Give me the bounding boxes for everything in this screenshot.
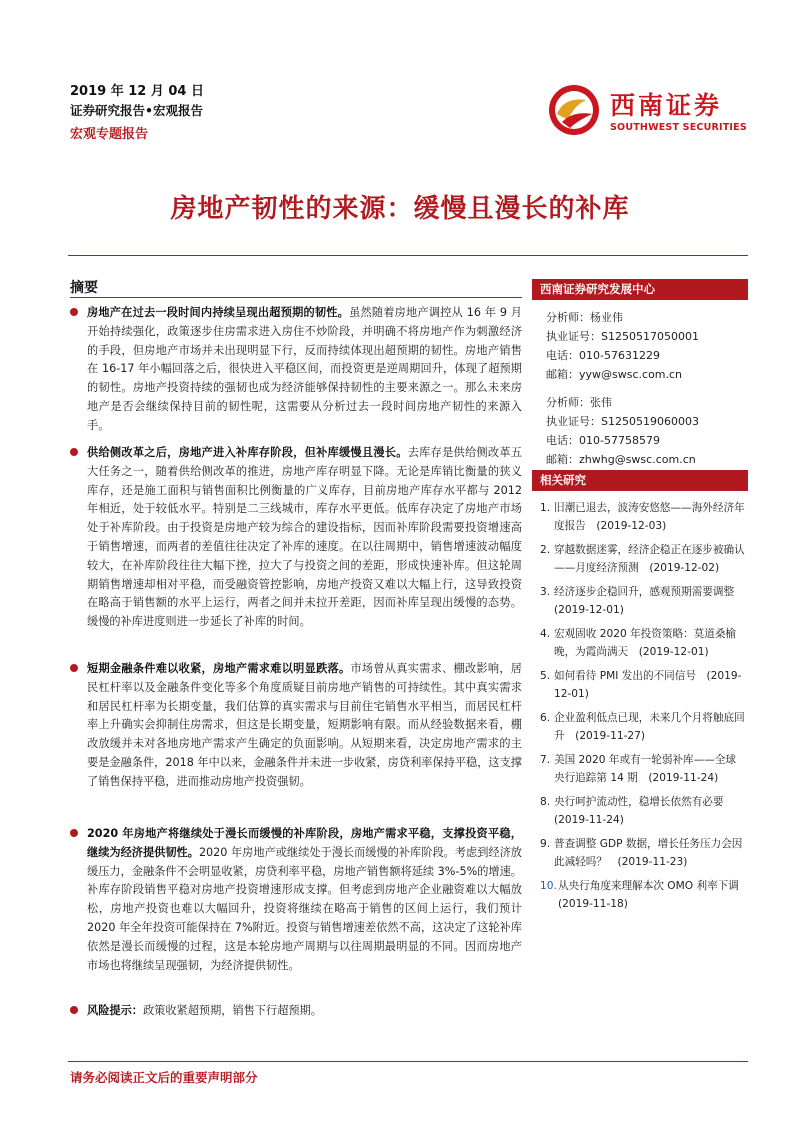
related-item[interactable] xyxy=(540,542,746,577)
paragraph-body: 虽然随着房地产调控从 16 年 9 月开始持续强化，政策逐步住房需求进入房住不炒阶段，并明确不将房地产作为刺激经济的手段，但房地产市场并未出现明显下行，反而持续体现出超预期的韧性。房地产销售在 16-17 年小幅回落之后，很快进入平稳区间，而投资更是逆周期回升，体现了超预期的韧性。房地产投资持续的强韧也成为经济能够保持韧性的主要来源之一。那么未来房地产是否会继续保持目前的韧性呢，这需要从分析过去一段时间房地产韧性的来源入手。 xyxy=(87,306,522,432)
title-divider xyxy=(68,255,748,256)
abstract-paragraph-3 xyxy=(70,660,522,792)
related-item-text: 美国 2020 年或有一轮弱补库——全球央行追踪第 14 期 (2019-11-24) xyxy=(554,754,737,784)
related-item-number: 6. xyxy=(540,712,551,724)
related-item-text: 如何看待 PMI 发出的不同信号 (2019-12-01) xyxy=(554,670,742,700)
related-item-number: 1. xyxy=(540,502,551,514)
analyst-phone: 电话：010-57631229 xyxy=(546,349,660,362)
logo-name-en: SOUTHWEST SECURITIES xyxy=(610,122,747,133)
paragraph-lead: 短期金融条件难以收紧，房地产需求难以明显跌落。 xyxy=(87,662,351,675)
abstract-paragraph-4 xyxy=(70,825,522,975)
abstract-paragraph-2 xyxy=(70,444,522,632)
report-type: 证券研究报告•宏观报告 xyxy=(70,103,203,118)
paragraph-body: 市场曾从真实需求、棚改影响，居民杠杆率以及金融条件变化等多个角度质疑目前房地产销售的可持续性。其中真实需求和居民杠杆率为长期变量，我们估算的真实需求与目前住宅销售水平相当，而居民杠杆率上升确实会抑制住房需求，但这是长期变量，短期影响有限。而从经验数据来看，棚改放缓并未对各地房地产需求产生确定的负面影响。从短期来看，决定房地产需求的主要是金融条件，2018 年中以来，金融条件并未进一步收紧，房贷利率保持平稳，这支撑了销售保持平稳，进而推动房地产投资强韧。 xyxy=(87,662,522,788)
related-item-number: 5. xyxy=(540,670,551,682)
bullet-icon xyxy=(70,448,78,456)
abstract-heading: 摘要 xyxy=(70,280,98,296)
related-item-text: 穿越数据迷雾，经济企稳正在逐步被确认——月度经济预测 (2019-12-02) xyxy=(554,544,745,574)
analyst-panel xyxy=(532,279,748,469)
related-item[interactable] xyxy=(540,794,746,829)
related-item-number: 4. xyxy=(540,628,551,640)
related-item-text: 经济逐步企稳回升，感观预期需要调整 (2019-12-01) xyxy=(554,586,745,616)
related-item-text: 宏观固收 2020 年投资策略：莫道桑榆晚，为霞尚满天 (2019-12-01) xyxy=(554,628,737,658)
logo-name-cn: 西南证券 xyxy=(610,91,723,120)
related-item-number: 2. xyxy=(540,544,551,556)
related-item-number: 3. xyxy=(540,586,551,598)
bullet-icon xyxy=(70,308,78,316)
related-item-text: 从央行角度来理解本次 OMO 利率下调 (2019-11-18) xyxy=(558,880,750,910)
research-center-title: 西南证券研究发展中心 xyxy=(532,279,748,300)
related-item[interactable] xyxy=(540,752,746,787)
related-research-panel xyxy=(532,470,748,920)
footer-divider xyxy=(68,1061,748,1062)
related-item-number: 7. xyxy=(540,754,551,766)
related-item-text: 企业盈利低点已现，未来几个月将触底回升 (2019-11-27) xyxy=(554,712,745,742)
disclaimer-notice: 请务必阅读正文后的重要声明部分 xyxy=(70,1070,258,1085)
related-item[interactable] xyxy=(540,584,746,619)
abstract-paragraph-1 xyxy=(70,304,522,436)
paragraph-lead: 房地产在过去一段时间内持续呈现出超预期的韧性。 xyxy=(87,306,350,319)
paragraph-body: 去库存是供给侧改革五大任务之一，随着供给侧改革的推进，房地产库存明显下降。无论是库销比衡量的狭义库存，还是施工面积与销售面积比例衡量的广义库存，目前房地产库存水平都与 2012 年相近，处于较低水平。特别是二三线城市，库存水平更低。低库存决定了房地产市场处于补库阶段。由于投资是房地产较为综合的建设指标，因而补库阶段需要投资增速高于销售增速，而两者的差值往往决定了补库的速度。在以往周期中，销售增速波动幅度较大，在补库阶段往往大幅下挫，拉大了与投资之间的差距，形成快速补库。但这轮周期销售增速却相对平稳，而受融资管控影响，房地产投资又难以大幅上行，这导致投资在略高于销售额的水平上运行，两者之间并未拉开差距，因而补库呈现出缓慢的态势。缓慢的补库进度则进一步延长了补库的时间。 xyxy=(87,446,522,629)
company-logo xyxy=(548,84,748,140)
analyst-name: 分析师：杨业伟 xyxy=(546,311,623,324)
bullet-icon xyxy=(70,829,78,837)
analyst-name: 分析师：张伟 xyxy=(546,396,612,409)
related-item-number: 9. xyxy=(540,838,551,850)
analyst-email[interactable]: 邮箱：zhwhg@swsc.com.cn xyxy=(546,453,696,466)
paragraph-lead: 供给侧改革之后，房地产进入补库存阶段，但补库缓慢且漫长。 xyxy=(87,446,408,459)
report-date: 2019 年 12 月 04 日 xyxy=(70,84,204,99)
paragraph-body: 2020 年房地产或继续处于漫长而缓慢的补库阶段。考虑到经济放缓压力，金融条件不会明显收紧，房贷利率平稳，房地产销售额将延续 3%-5%的增速。补库存阶段销售平稳对房地产投资增速形成支撑。但考虑到房地产企业融资难以大幅放松，房地产投资也难以大幅回升，投资将继续在略高于销售的区间上运行，我们预计 2020 年全年投资可能保持在 7%附近。投资与销售增速差依然不高，这决定了这轮补库依然是漫长而缓慢的过程，这是本轮房地产周期与以往周期最明显的不同。因而房地产市场也将继续呈现强韧，为经济提供韧性。 xyxy=(87,845,522,972)
related-item-text: 普查调整 GDP 数据，增长任务压力会因此减轻吗？ (2019-11-23) xyxy=(554,838,743,868)
related-item-text: 旧潮已退去，波涛安悠悠——海外经济年度报告 (2019-12-03) xyxy=(554,502,745,532)
risk-warning xyxy=(70,1002,522,1021)
paragraph-body: 政策收紧超预期，销售下行超预期。 xyxy=(142,1004,322,1017)
related-item-number: 8. xyxy=(540,796,551,808)
related-item[interactable] xyxy=(540,668,746,703)
analyst-card xyxy=(532,308,748,384)
logo-emblem-icon xyxy=(548,84,600,136)
related-item[interactable] xyxy=(540,710,746,745)
analyst-cert: 执业证号：S1250519060003 xyxy=(546,415,699,428)
analyst-card xyxy=(532,393,748,469)
page-title: 房地产韧性的来源：缓慢且漫长的补库 xyxy=(170,194,630,224)
paragraph-lead: 风险提示： xyxy=(87,1004,143,1017)
related-item[interactable] xyxy=(540,878,750,913)
analyst-cert: 执业证号：S1250517050001 xyxy=(546,330,699,343)
related-item[interactable] xyxy=(540,500,746,535)
abstract-divider xyxy=(70,297,522,298)
bullet-icon xyxy=(70,664,78,672)
related-item-text: 央行呵护流动性，稳增长依然有必要 (2019-11-24) xyxy=(554,796,735,826)
related-research-title: 相关研究 xyxy=(532,470,748,491)
paragraph-lead: 2020 年房地产将继续处于漫长而缓慢的补库阶段，房地产需求平稳，支撑投资平稳，继续为经济提供韧性。 xyxy=(87,827,522,859)
report-subtype: 宏观专题报告 xyxy=(70,127,149,142)
bullet-icon xyxy=(70,1006,78,1014)
analyst-phone: 电话：010-57758579 xyxy=(546,434,660,447)
related-item[interactable] xyxy=(540,836,746,871)
related-item[interactable] xyxy=(540,626,746,661)
analyst-email[interactable]: 邮箱：yyw@swsc.com.cn xyxy=(546,368,683,381)
related-item-number: 10. xyxy=(540,880,557,892)
